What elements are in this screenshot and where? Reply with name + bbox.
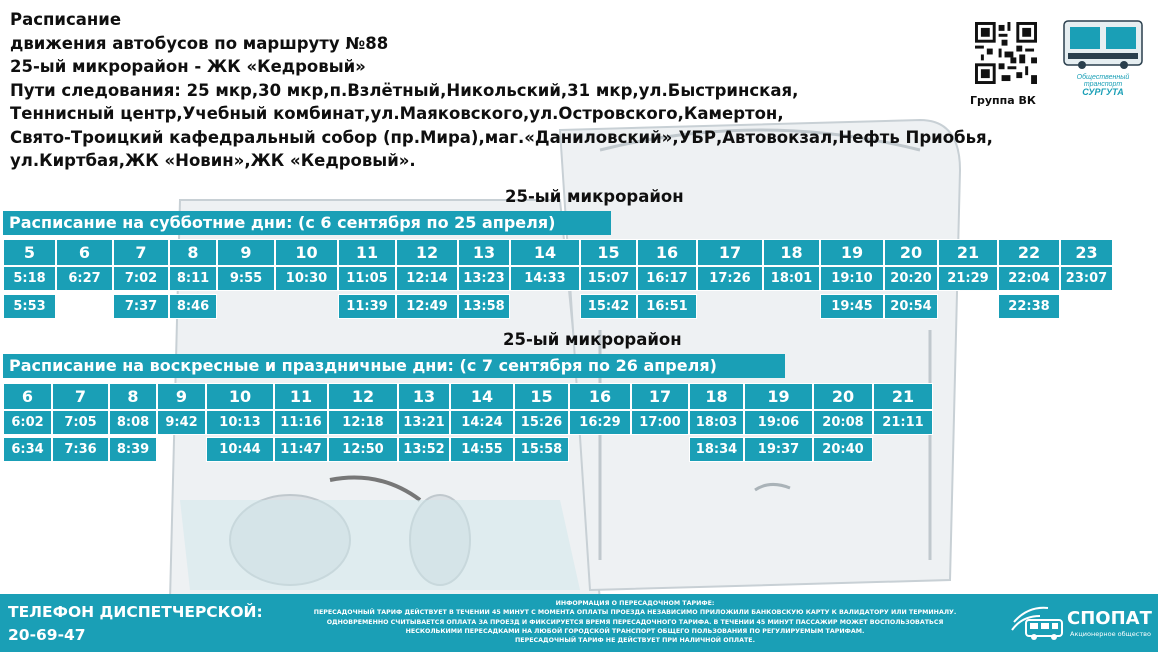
departure-time: 12:50 [328, 437, 398, 462]
info-line: ПЕРЕСАДОЧНЫЙ ТАРИФ НЕ ДЕЙСТВУЕТ ПРИ НАЛИЧНОЙ ОПЛАТЕ. [515, 637, 755, 645]
hour-header: 20 [813, 383, 873, 410]
departure-time: 7:36 [52, 437, 109, 462]
departure-time: 16:17 [637, 266, 697, 291]
departure-time: 22:38 [998, 294, 1060, 319]
hour-header: 10 [206, 383, 274, 410]
hour-header: 14 [450, 383, 514, 410]
departure-time: 14:33 [510, 266, 580, 291]
departure-time: 14:24 [450, 410, 514, 435]
hour-header: 6 [56, 239, 113, 266]
departure-time: 15:42 [580, 294, 637, 319]
hour-header: 9 [157, 383, 206, 410]
route-path-line: ул.Киртбая,ЖК «Новин»,ЖК «Кедровый». [10, 151, 416, 170]
hour-header: 21 [873, 383, 933, 410]
departure-time: 20:54 [884, 294, 938, 319]
company-subtitle: Акционерное общество [1070, 630, 1151, 638]
departure-time: 7:05 [52, 410, 109, 435]
departure-time: 18:03 [689, 410, 744, 435]
departure-time: 12:18 [328, 410, 398, 435]
route-header [10, 8, 993, 173]
departure-time: 17:00 [631, 410, 689, 435]
route-endpoints: 25-ый микрорайон - ЖК «Кедровый» [10, 57, 366, 76]
footer [0, 594, 1158, 652]
hour-header: 6 [3, 383, 52, 410]
hour-header: 18 [763, 239, 820, 266]
saturday-stop-title: 25-ый микрорайон [505, 187, 684, 206]
logo-text-line2: транспорт [1083, 81, 1123, 88]
departure-time: 8:46 [169, 294, 217, 319]
departure-time: 20:40 [813, 437, 873, 462]
departure-time: 18:01 [763, 266, 820, 291]
dispatcher-phone-label: ТЕЛЕФОН ДИСПЕТЧЕРСКОЙ: [8, 603, 263, 621]
hour-header: 10 [275, 239, 338, 266]
departure-time: 19:06 [744, 410, 813, 435]
hour-header: 18 [689, 383, 744, 410]
departure-time: 6:27 [56, 266, 113, 291]
departure-time: 19:45 [820, 294, 884, 319]
route-path-line: Теннисный центр,Учебный комбинат,ул.Маяковского,ул.Островского,Камертон, [10, 104, 784, 123]
departure-time: 7:37 [113, 294, 169, 319]
surgut-transport-logo [1060, 17, 1146, 97]
departure-time: 6:34 [3, 437, 52, 462]
route-path-line: Свято-Троицкий кафедральный собор (пр.Мира),маг.«Даниловский»,УБР,Автовокзал,Нефть Приобья, [10, 127, 993, 147]
departure-time: 20:20 [884, 266, 938, 291]
hour-header: 8 [169, 239, 217, 266]
departure-time: 21:29 [938, 266, 998, 291]
departure-time: 5:18 [3, 266, 56, 291]
sunday-stop-title: 25-ый микрорайон [503, 330, 682, 349]
departure-time: 19:37 [744, 437, 813, 462]
hour-header: 9 [217, 239, 275, 266]
departure-time: 14:55 [450, 437, 514, 462]
hour-header: 12 [396, 239, 458, 266]
hour-header: 22 [998, 239, 1060, 266]
departure-time: 16:29 [569, 410, 631, 435]
hour-header: 11 [274, 383, 328, 410]
hour-header: 7 [113, 239, 169, 266]
hour-header: 5 [3, 239, 56, 266]
departure-time: 13:21 [398, 410, 450, 435]
hour-header: 17 [631, 383, 689, 410]
dispatcher-phone[interactable]: 20-69-47 [8, 626, 86, 644]
departure-time: 18:34 [689, 437, 744, 462]
hour-header: 20 [884, 239, 938, 266]
departure-time: 12:14 [396, 266, 458, 291]
departure-time: 21:11 [873, 410, 933, 435]
saturday-banner: Расписание на субботние дни: (с 6 сентября по 25 апреля) [3, 211, 611, 235]
departure-time: 15:58 [514, 437, 569, 462]
logo-text-line1: Общественный [1076, 74, 1130, 81]
hour-header: 13 [458, 239, 510, 266]
departure-time: 13:52 [398, 437, 450, 462]
hour-header: 16 [637, 239, 697, 266]
departure-time: 10:30 [275, 266, 338, 291]
transfer-tariff-info [275, 599, 995, 645]
hour-header: 19 [744, 383, 813, 410]
departure-time: 13:23 [458, 266, 510, 291]
departure-time: 15:26 [514, 410, 569, 435]
hour-header: 15 [514, 383, 569, 410]
departure-time: 23:07 [1060, 266, 1113, 291]
departure-time: 12:49 [396, 294, 458, 319]
departure-time: 19:10 [820, 266, 884, 291]
departure-time: 11:47 [274, 437, 328, 462]
logo-text-line3: СУРГУТА [1082, 87, 1124, 97]
hour-header: 8 [109, 383, 157, 410]
hour-header: 12 [328, 383, 398, 410]
company-name: СПОПАТ [1067, 608, 1152, 629]
hour-header: 16 [569, 383, 631, 410]
departure-time: 11:16 [274, 410, 328, 435]
hour-header: 7 [52, 383, 109, 410]
departure-time: 5:53 [3, 294, 56, 319]
hour-header: 19 [820, 239, 884, 266]
departure-time: 6:02 [3, 410, 52, 435]
sunday-banner: Расписание на воскресные и праздничные дни: (с 7 сентября по 26 апреля) [3, 354, 785, 378]
departure-time: 7:02 [113, 266, 169, 291]
route-path-line: Пути следования: 25 мкр,30 мкр,п.Взлётный,Никольский,31 мкр,ул.Быстринская, [10, 80, 799, 100]
departure-time: 11:39 [338, 294, 396, 319]
departure-time: 10:44 [206, 437, 274, 462]
info-line: ИНФОРМАЦИЯ О ПЕРЕСАДОЧНОМ ТАРИФЕ: [555, 600, 715, 607]
route-title: движения автобусов по маршруту №88 [10, 33, 389, 53]
departure-time: 10:13 [206, 410, 274, 435]
hour-header: 23 [1060, 239, 1113, 266]
title-line: Расписание [10, 10, 122, 29]
departure-time: 8:11 [169, 266, 217, 291]
info-line: ПЕРЕСАДОЧНЫЙ ТАРИФ ДЕЙСТВУЕТ В ТЕЧЕНИИ 45 МИНУТ С МОМЕНТА ОПЛАТЫ ПРОЕЗДА НЕЗАВИСИМО ПРИЛОЖИЛИ БАНКОВСКУЮ КАРТУ К ВАЛИДАТОРУ ИЛИ ТЕРМИНАЛУ. [313, 609, 957, 617]
hour-header: 14 [510, 239, 580, 266]
departure-time: 16:51 [637, 294, 697, 319]
departure-time: 9:42 [157, 410, 206, 435]
hour-header: 21 [938, 239, 998, 266]
hour-header: 11 [338, 239, 396, 266]
departure-time: 22:04 [998, 266, 1060, 291]
departure-time: 13:58 [458, 294, 510, 319]
departure-time: 8:39 [109, 437, 157, 462]
hour-header: 17 [697, 239, 763, 266]
hour-header: 13 [398, 383, 450, 410]
departure-time: 9:55 [217, 266, 275, 291]
info-line: НЕСКОЛЬКИМИ ПЕРЕСАДКАМИ НА ЛЮБОЙ ГОРОДСКОЙ ТРАНСПОРТ ОБЩЕГО ПОЛЬЗОВАНИЯ ПО РЕГУЛИРУЕМЫМ ТАРИФАМ. [405, 627, 865, 635]
departure-time: 11:05 [338, 266, 396, 291]
hour-header: 15 [580, 239, 637, 266]
departure-time: 8:08 [109, 410, 157, 435]
departure-time: 20:08 [813, 410, 873, 435]
qr-caption: Группа ВК [970, 94, 1036, 107]
info-line: ОДНОВРЕМЕННО СЧИТЫВАЕТСЯ ОПЛАТА ЗА ПРОЕЗД И ФИКСИРУЕТСЯ ВРЕМЯ ПЕРЕСАДОЧНОГО ТАРИФА. В ТЕЧЕНИИ 45 МИНУТ ПАССАЖИР МОЖЕТ ВОСПОЛЬЗОВАТЬСЯ [326, 618, 944, 626]
spopat-bus-icon [1008, 602, 1070, 642]
departure-time: 17:26 [697, 266, 763, 291]
qr-code-icon[interactable] [975, 22, 1037, 84]
departure-time: 15:07 [580, 266, 637, 291]
